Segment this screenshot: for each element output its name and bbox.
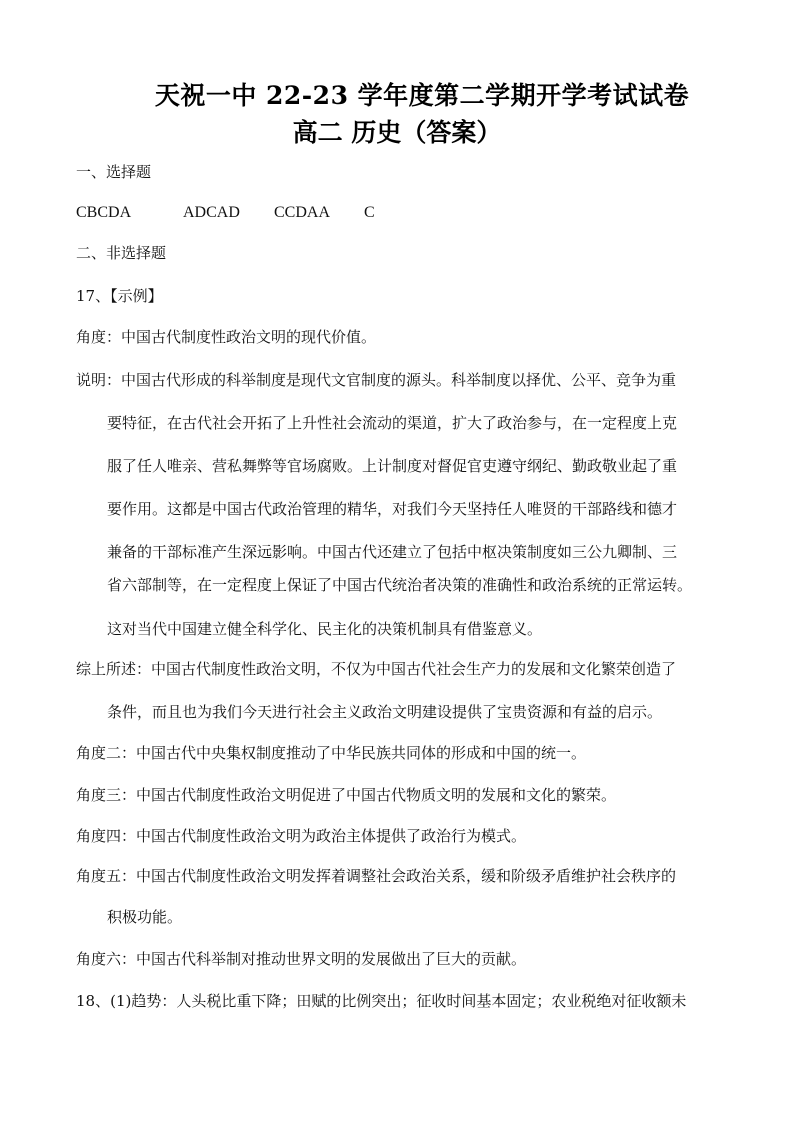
explanation-line: 说明：中国古代形成的科举制度是现代文官制度的源头。科举制度以择优、公平、竞争为重 [76,371,677,389]
angle-5-continued: 积极功能。 [107,908,183,926]
mcq-answer-group: CBCDA [76,204,132,221]
section-heading-choice: 一、选择题 [76,163,152,181]
question-17-label: 17、【示例】 [76,287,163,305]
mcq-answer-group: CCDAA [274,204,331,221]
angle-4: 角度四：中国古代制度性政治文明为政治主体提供了政治行为模式。 [76,827,527,845]
angle-5: 角度五：中国古代制度性政治文明发挥着调整社会政治关系，缓和阶级矛盾维护社会秩序的 [76,867,677,885]
explanation-line: 要作用。这都是中国古代政治管理的精华，对我们今天坚持任人唯贤的干部路线和德才 [107,500,678,518]
summary-line: 综上所述：中国古代制度性政治文明，不仅为中国古代社会生产力的发展和文化繁荣创造了 [76,660,677,678]
angle-3: 角度三：中国古代制度性政治文明促进了中国古代物质文明的发展和文化的繁荣。 [76,786,617,804]
exam-subtitle: 高二 历史（答案） [292,118,502,147]
explanation-line: 省六部制等，在一定程度上保证了中国古代统治者决策的准确性和政治系统的正常运转。 [107,576,693,594]
mcq-answer-group: ADCAD [183,204,240,221]
summary-line: 条件，而且也为我们今天进行社会主义政治文明建设提供了宝贵资源和有益的启示。 [107,703,663,721]
mcq-answer-row [76,202,375,223]
angle-1: 角度：中国古代制度性政治文明的现代价值。 [76,328,377,346]
explanation-line: 要特征，在古代社会开拓了上升性社会流动的渠道，扩大了政治参与，在一定程度上克 [107,414,678,432]
angle-2: 角度二：中国古代中央集权制度推动了中华民族共同体的形成和中国的统一。 [76,744,587,762]
explanation-line: 服了任人唯亲、营私舞弊等官场腐败。上计制度对督促官吏遵守纲纪、勤政敬业起了重 [107,457,678,475]
explanation-line: 这对当代中国建立健全科学化、民主化的决策机制具有借鉴意义。 [107,620,543,638]
question-18-line: 18、(1)趋势：人头税比重下降；田赋的比例突出；征收时间基本固定；农业税绝对征收额未 [76,992,687,1010]
angle-6: 角度六：中国古代科举制对推动世界文明的发展做出了巨大的贡献。 [76,950,527,968]
mcq-answer-group: C [364,204,375,221]
exam-title: 天祝一中 22-23 学年度第二学期开学考试试卷 [154,81,690,110]
explanation-line: 兼备的干部标准产生深远影响。中国古代还建立了包括中枢决策制度如三公九卿制、三 [107,543,678,561]
section-heading-nonchoice: 二、非选择题 [76,244,167,262]
